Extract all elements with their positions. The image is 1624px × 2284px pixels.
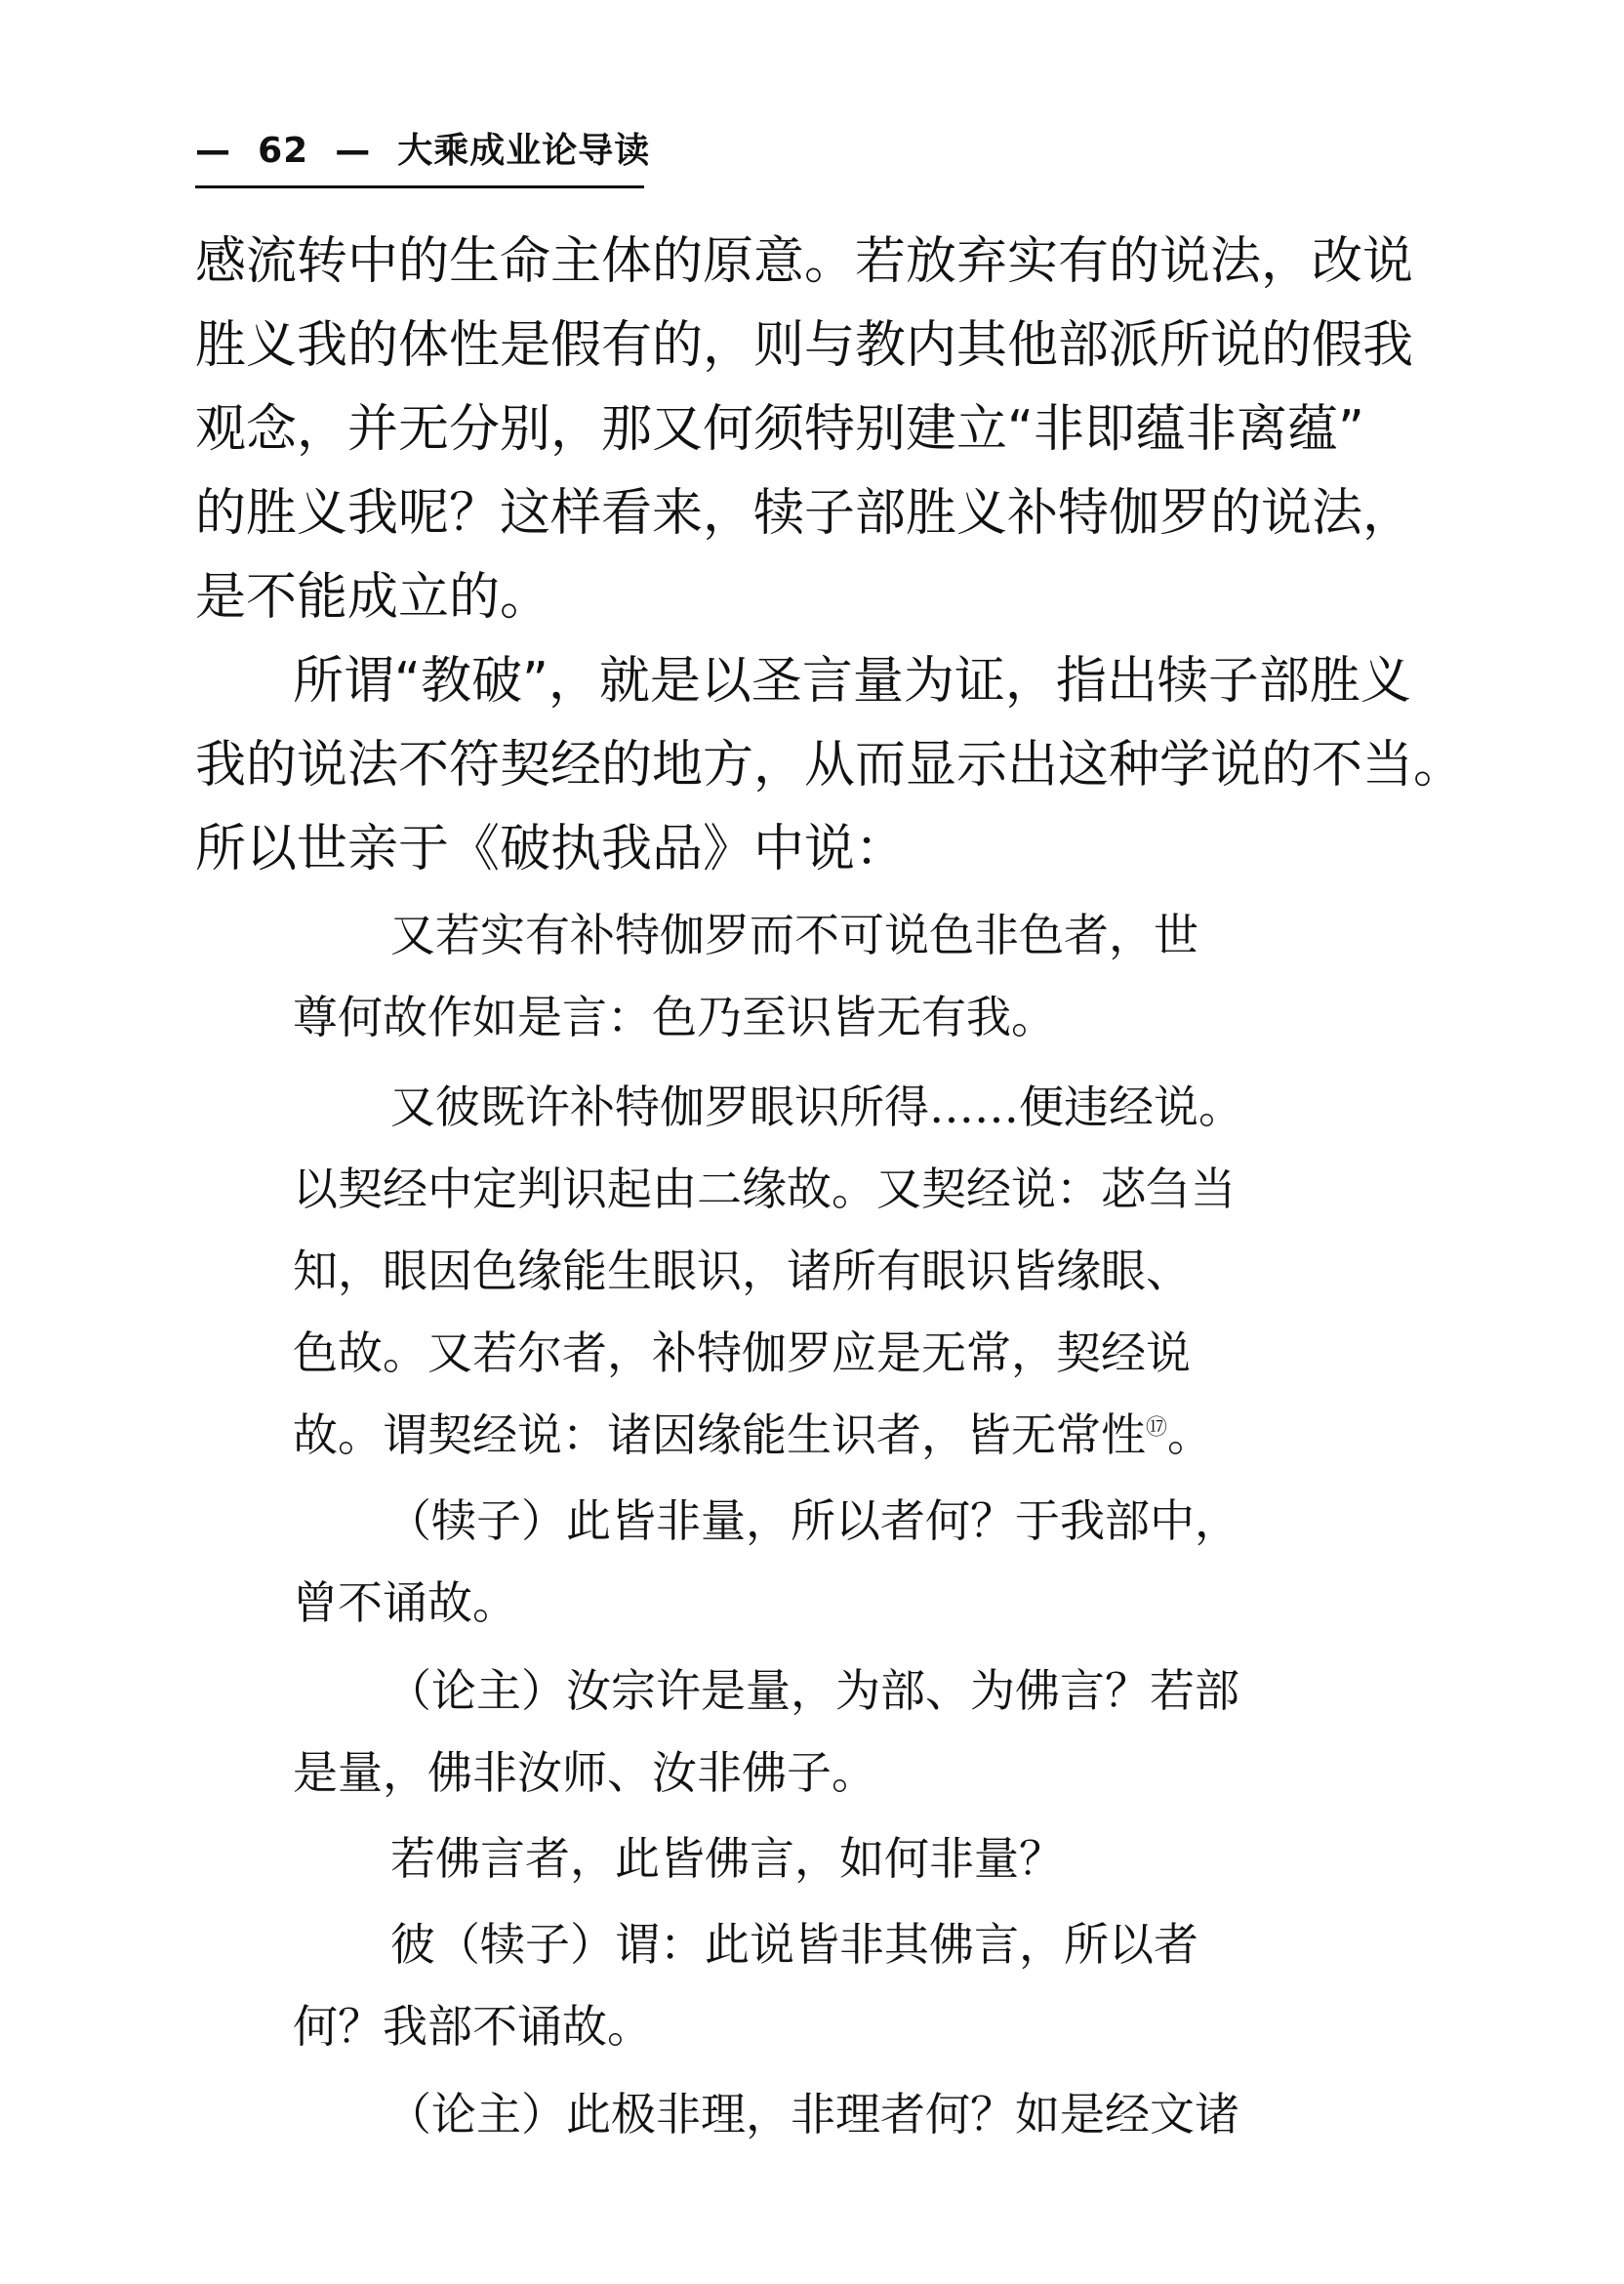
- quote-line: 知，眼因色缘能生眼识，诸所有眼识皆缘眼、: [293, 1244, 1191, 1297]
- quote-line: （论主）此极非理，非理者何？如是经文诸: [386, 2088, 1239, 2141]
- body-line: 所以世亲于《破执我品》中说：: [195, 820, 907, 878]
- quote-line: 色故。又若尔者，补特伽罗应是无常，契经说: [293, 1326, 1191, 1379]
- quote-line: 何？我部不诵故。: [293, 2000, 652, 2053]
- quote-line: 彼（犊子）谓：此说皆非其佛言，所以者: [390, 1918, 1198, 1971]
- quote-line: （论主）汝宗许是量，为部、为佛言？若部: [386, 1664, 1239, 1717]
- quote-line: 曾不诵故。: [293, 1576, 517, 1629]
- body-line: 感流转中的生命主体的原意。若放弃实有的说法，改说: [195, 232, 1414, 291]
- quote-line: （犊子）此皆非量，所以者何？于我部中，: [386, 1494, 1239, 1547]
- quote-line-with-footnote: [293, 1407, 1212, 1462]
- quote-line: 是量，佛非汝师、汝非佛子。: [293, 1746, 876, 1799]
- quote-text: 故。谓契经说：诸因缘能生识者，皆无常性: [293, 1408, 1146, 1461]
- body-line: 胜义我的体性是假有的，则与教内其他部派所说的假我: [195, 316, 1414, 375]
- quote-line: 又彼既许补特伽罗眼识所得……便违经说。: [390, 1081, 1243, 1133]
- running-header: [195, 117, 651, 188]
- header-page-title: — 62 — 大乘成业论导读: [195, 131, 651, 171]
- quote-line: 若佛言者，此皆佛言，如何非量？: [390, 1832, 1064, 1885]
- quote-line: 又若实有补特伽罗而不可说色非色者，世: [390, 909, 1198, 961]
- body-line: 观念，并无分别，那又何须特别建立“非即蕴非离蕴”: [195, 400, 1364, 459]
- body-line: 的胜义我呢？这样看来，犊子部胜义补特伽罗的说法，: [195, 484, 1414, 543]
- body-line: 是不能成立的。: [195, 568, 551, 627]
- footnote-marker: ⑰: [1146, 1415, 1168, 1441]
- body-line: 我的说法不符契经的地方，从而显示出这种学说的不当。: [195, 736, 1465, 795]
- quote-line: 尊何故作如是言：色乃至识皆无有我。: [293, 991, 1056, 1043]
- quote-end-punct: 。: [1167, 1408, 1213, 1461]
- quote-line: 以契经中定判识起由二缘故。又契经说：苾刍当: [293, 1162, 1236, 1215]
- body-line: 所谓“教破”，就是以圣言量为证，指出犊子部胜义: [293, 652, 1411, 711]
